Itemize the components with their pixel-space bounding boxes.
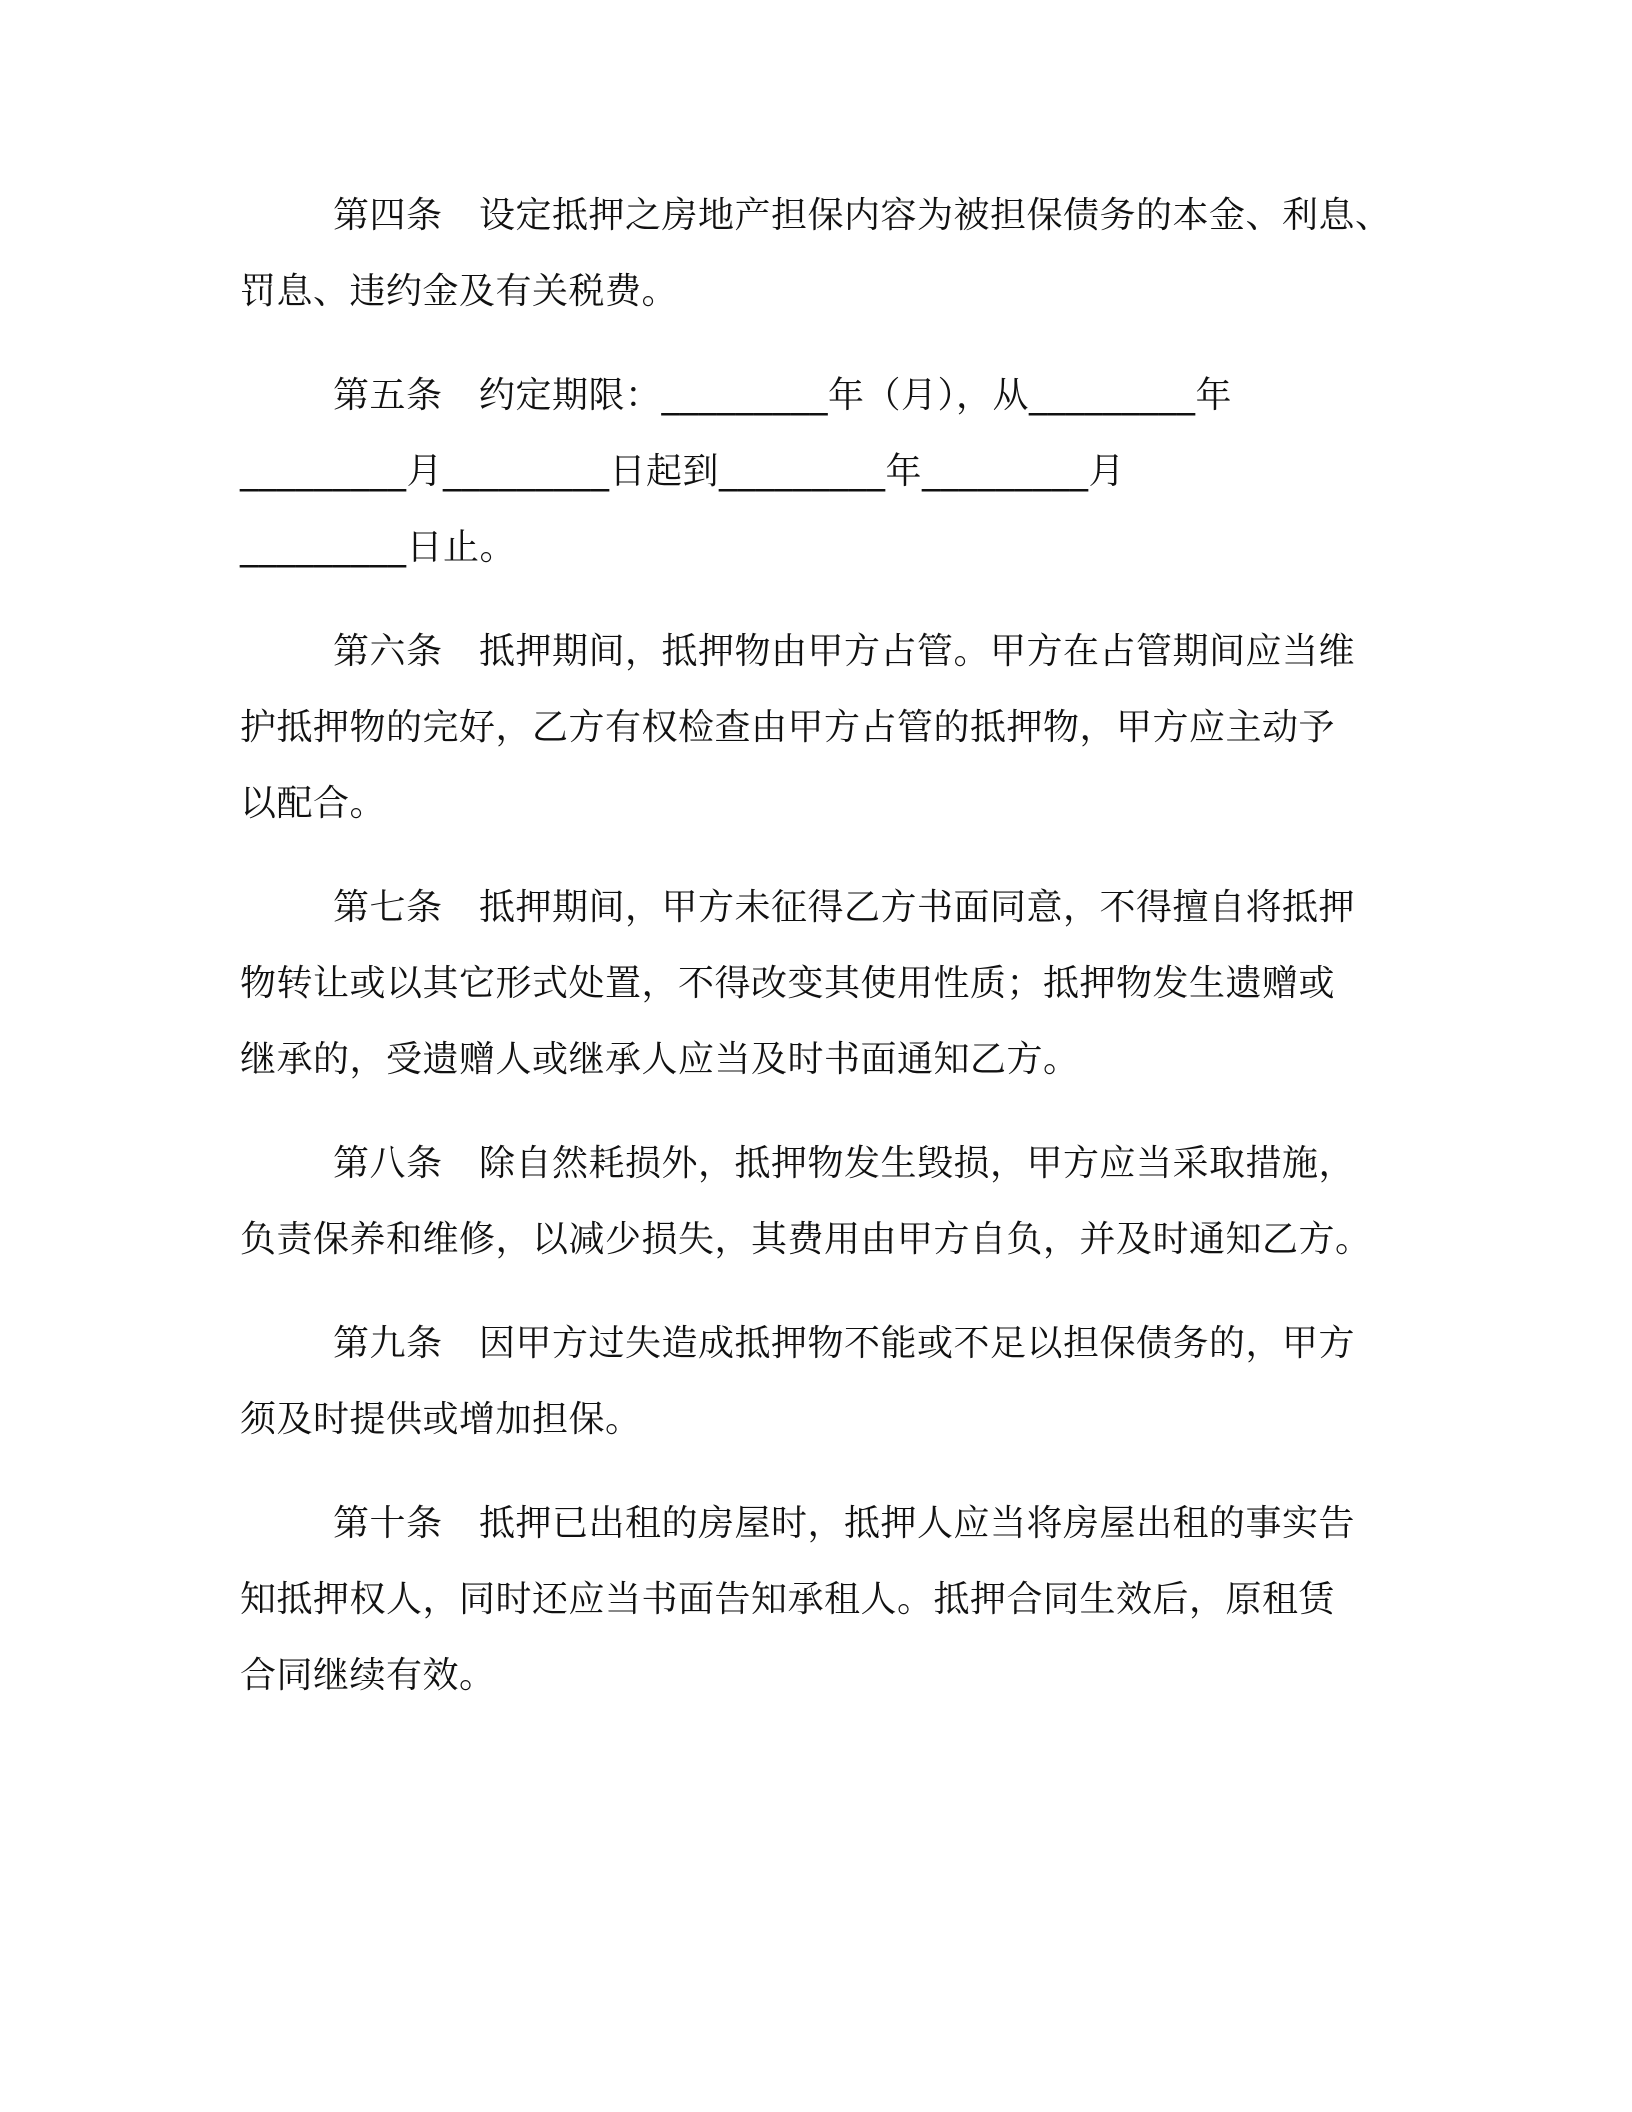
- article-4-line-1: 第四条 设定抵押之房地产担保内容为被担保债务的本金、利息、: [333, 195, 1392, 236]
- article-5-line-1: 第五条 约定期限：_________年（月），从_________年: [333, 375, 1233, 416]
- article-7-line-3: 继承的，受遗赠人或继承人应当及时书面通知乙方。: [240, 1039, 1080, 1080]
- article-5-line-2: _________月_________日起到_________年_________月: [240, 451, 1126, 492]
- article-4-line-2: 罚息、违约金及有关税费。: [240, 271, 679, 312]
- article-7-line-2: 物转让或以其它形式处置，不得改变其使用性质；抵押物发生遗赠或: [240, 963, 1336, 1004]
- article-9-line-2: 须及时提供或增加担保。: [240, 1399, 642, 1440]
- article-9-line-1: 第九条 因甲方过失造成抵押物不能或不足以担保债务的，甲方: [333, 1323, 1356, 1364]
- article-6-line-3: 以配合。: [240, 783, 387, 824]
- article-6-line-2: 护抵押物的完好，乙方有权检查由甲方占管的抵押物，甲方应主动予: [240, 707, 1336, 748]
- article-8-line-2: 负责保养和维修，以减少损失，其费用由甲方自负，并及时通知乙方。: [240, 1219, 1372, 1260]
- article-6-line-1: 第六条 抵押期间，抵押物由甲方占管。甲方在占管期间应当维: [333, 631, 1356, 672]
- article-10-line-1: 第十条 抵押已出租的房屋时，抵押人应当将房屋出租的事实告: [333, 1503, 1356, 1544]
- article-10-line-3: 合同继续有效。: [240, 1655, 496, 1696]
- article-10-line-2: 知抵押权人，同时还应当书面告知承租人。抵押合同生效后，原租赁: [240, 1579, 1336, 1620]
- article-8-line-1: 第八条 除自然耗损外，抵押物发生毁损，甲方应当采取措施，: [333, 1143, 1356, 1184]
- article-7-line-1: 第七条 抵押期间，甲方未征得乙方书面同意，不得擅自将抵押: [333, 887, 1356, 928]
- article-5-line-3: _________日止。: [240, 527, 517, 568]
